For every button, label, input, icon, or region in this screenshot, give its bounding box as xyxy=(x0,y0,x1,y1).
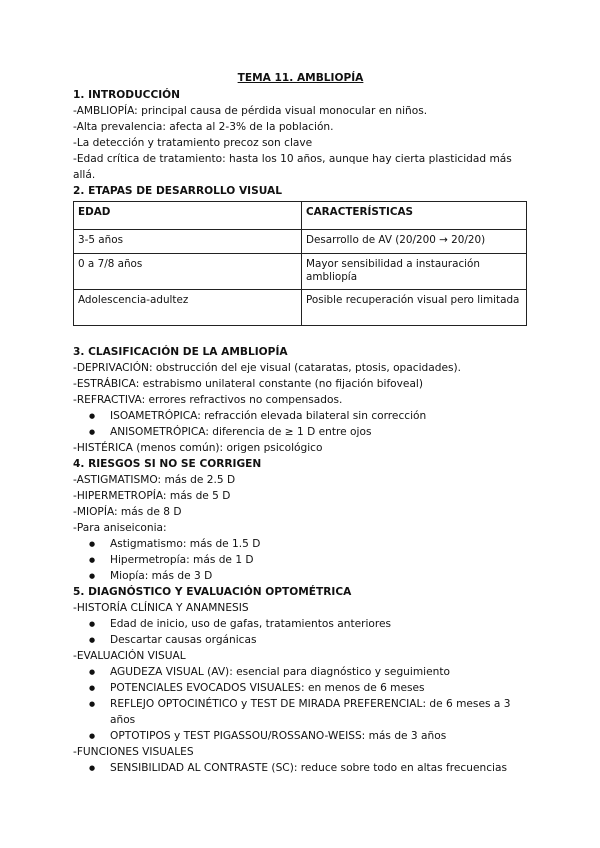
table-cell-edad: Adolescencia-adultez xyxy=(74,290,302,326)
text-line: -FUNCIONES VISUALES xyxy=(73,746,194,758)
text-line: -Para aniseiconia: xyxy=(73,522,167,534)
document-title: TEMA 11. AMBLIOPÍA xyxy=(237,72,364,84)
bullet-item: ● SENSIBILIDAD AL CONTRASTE (SC): reduce sobre todo en altas frecuencias xyxy=(73,760,528,776)
text-line: -DEPRIVACIÓN: obstrucción del eje visual (cataratas, ptosis, opacidades). xyxy=(73,362,462,374)
text-line: -EVALUACIÓN VISUAL xyxy=(73,650,186,662)
bullet-item: ● ISOAMETRÓPICA: refracción elevada bilateral sin corrección xyxy=(73,408,528,424)
text-line: -AMBLIOPÍA: principal causa de pérdida visual monocular en niños. xyxy=(73,105,428,117)
section-heading-etapas: 2. ETAPAS DE DESARROLLO VISUAL xyxy=(73,185,282,197)
bullet-item: ● Miopía: más de 3 D xyxy=(73,568,528,584)
text-line: -HIPERMETROPÍA: más de 5 D xyxy=(73,490,231,502)
text-line: -MIOPÍA: más de 8 D xyxy=(73,506,182,518)
section-heading-introduccion: 1. INTRODUCCIÓN xyxy=(73,89,181,101)
bullet-item: ● Astigmatismo: más de 1.5 D xyxy=(73,536,528,552)
text-line: -REFRACTIVA: errores refractivos no compensados. xyxy=(73,394,343,406)
text-line: -ESTRÁBICA: estrabismo unilateral constante (no fijación bifoveal) xyxy=(73,378,424,390)
bullet-item: ● ANISOMETRÓPICA: diferencia de ≥ 1 D entre ojos xyxy=(73,424,528,440)
section-heading-diagnostico: 5. DIAGNÓSTICO Y EVALUACIÓN OPTOMÉTRICA xyxy=(73,586,352,598)
section-heading-riesgos: 4. RIESGOS SI NO SE CORRIGEN xyxy=(73,458,262,470)
text-line: -Edad crítica de tratamiento: hasta los 10 años, aunque hay cierta plasticidad más allá. xyxy=(73,153,512,181)
bullet-item: ● REFLEJO OPTOCINÉTICO y TEST DE MIRADA PREFERENCIAL: de 6 meses a 3 años xyxy=(73,696,528,728)
bullet-item: ● Descartar causas orgánicas xyxy=(73,632,528,648)
table-cell-caracteristicas: Mayor sensibilidad a instauración ambliopía xyxy=(302,254,527,290)
bullet-item: ● AGUDEZA VISUAL (AV): esencial para diagnóstico y seguimiento xyxy=(73,664,528,680)
table-cell-caracteristicas: Desarrollo de AV (20/200 → 20/20) xyxy=(302,230,527,254)
text-line: -HISTORÍA CLÍNICA Y ANAMNESIS xyxy=(73,602,249,614)
text-line: -La detección y tratamiento precoz son clave xyxy=(73,137,313,149)
document-content xyxy=(73,70,528,776)
text-line: -Alta prevalencia: afecta al 2-3% de la población. xyxy=(73,121,334,133)
table-cell-caracteristicas: Posible recuperación visual pero limitada xyxy=(302,290,527,326)
table-row xyxy=(74,230,527,254)
bullet-item: ● Edad de inicio, uso de gafas, tratamientos anteriores xyxy=(73,616,528,632)
bullet-item: ● Hipermetropía: más de 1 D xyxy=(73,552,528,568)
section-heading-clasificacion: 3. CLASIFICACIÓN DE LA AMBLIOPÍA xyxy=(73,346,288,358)
table-row xyxy=(74,254,527,290)
text-line: -HISTÉRICA (menos común): origen psicológico xyxy=(73,442,323,454)
etapas-table xyxy=(73,201,527,326)
bullet-item: ● OPTOTIPOS y TEST PIGASSOU/ROSSANO-WEISS: más de 3 años xyxy=(73,728,528,744)
table-cell-edad: 3-5 años xyxy=(74,230,302,254)
table-row xyxy=(74,290,527,326)
table-cell-edad: 0 a 7/8 años xyxy=(74,254,302,290)
text-line: -ASTIGMATISMO: más de 2.5 D xyxy=(73,474,236,486)
table-header-caracteristicas: CARACTERÍSTICAS xyxy=(302,202,527,230)
table-header-edad: EDAD xyxy=(74,202,302,230)
bullet-item: ● POTENCIALES EVOCADOS VISUALES: en menos de 6 meses xyxy=(73,680,528,696)
table-header-row xyxy=(74,202,527,230)
